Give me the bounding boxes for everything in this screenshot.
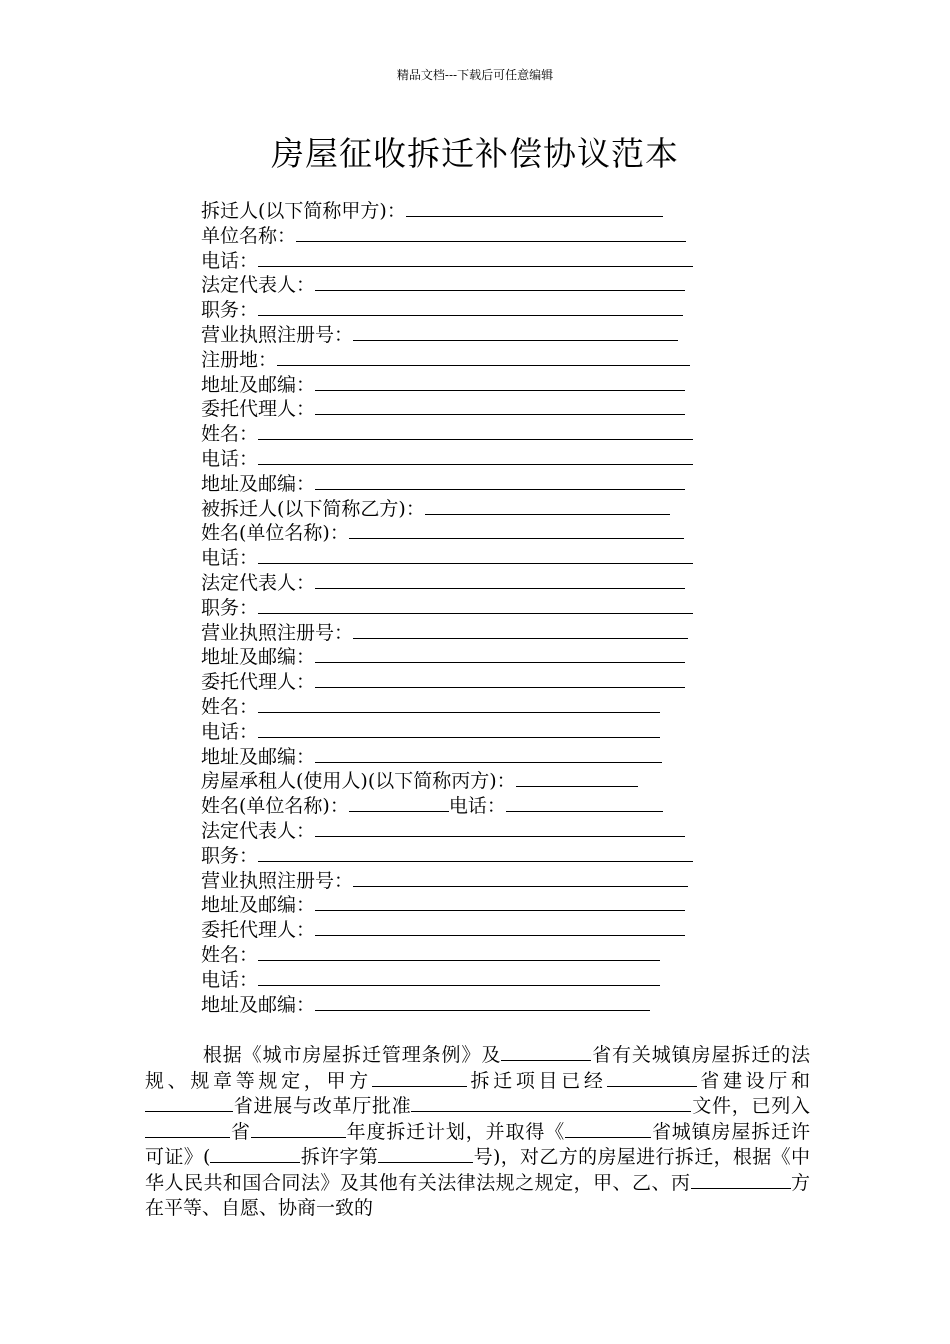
fill-in-line[interactable] bbox=[315, 894, 685, 911]
field-row bbox=[201, 720, 693, 745]
field-label: 电话： bbox=[201, 547, 259, 570]
fill-in-line[interactable] bbox=[315, 473, 685, 490]
field-label: 姓名： bbox=[201, 695, 259, 718]
fill-in-line[interactable] bbox=[349, 795, 449, 812]
field-label: 地址及邮编： bbox=[201, 745, 316, 768]
field-label: 地址及邮编： bbox=[201, 646, 316, 669]
field-label: 营业执照注册号： bbox=[201, 621, 354, 644]
field-row bbox=[201, 199, 693, 224]
field-row bbox=[201, 745, 693, 770]
fill-in-line[interactable] bbox=[353, 870, 688, 887]
field-label: 营业执照注册号： bbox=[201, 869, 354, 892]
field-row bbox=[201, 794, 693, 819]
field-label: 姓名(单位名称)： bbox=[201, 522, 349, 545]
fill-in-line[interactable] bbox=[425, 498, 670, 515]
blank-line[interactable] bbox=[145, 1121, 230, 1138]
agreement-paragraph bbox=[145, 1043, 810, 1222]
fill-in-line[interactable] bbox=[315, 994, 650, 1011]
fill-in-line[interactable] bbox=[258, 299, 683, 316]
para-text: 省建设厅和 bbox=[696, 1069, 810, 1092]
blank-line[interactable] bbox=[210, 1146, 300, 1163]
para-text: 年度拆迁计划，并取得《 bbox=[345, 1120, 566, 1143]
fill-in-line[interactable] bbox=[315, 398, 685, 415]
blank-line[interactable] bbox=[372, 1070, 467, 1087]
field-row bbox=[201, 497, 693, 522]
blank-line[interactable] bbox=[565, 1121, 651, 1138]
para-text: 文件，已列入 bbox=[691, 1095, 810, 1117]
blank-line[interactable] bbox=[411, 1095, 691, 1112]
field-row bbox=[201, 249, 693, 274]
fill-in-line[interactable] bbox=[315, 274, 685, 291]
field-row bbox=[201, 670, 693, 695]
field-label: 姓名： bbox=[201, 943, 259, 966]
fill-in-line[interactable] bbox=[315, 646, 685, 663]
field-label: 法定代表人： bbox=[201, 571, 316, 594]
fill-in-line[interactable] bbox=[315, 746, 662, 763]
field-row bbox=[201, 968, 693, 993]
fill-in-line[interactable] bbox=[315, 671, 685, 688]
fill-in-line[interactable] bbox=[353, 622, 688, 639]
field-row bbox=[201, 447, 693, 472]
field-row bbox=[201, 397, 693, 422]
field-label: 房屋承租人(使用人)(以下简称丙方)： bbox=[201, 770, 516, 793]
field-label: 单位名称： bbox=[201, 224, 297, 247]
field-row bbox=[201, 819, 693, 844]
field-row bbox=[201, 571, 693, 596]
fill-in-line[interactable] bbox=[258, 448, 693, 465]
field-row bbox=[201, 224, 693, 249]
para-text: 省 bbox=[230, 1120, 251, 1143]
field-label: 地址及邮编： bbox=[201, 373, 316, 396]
field-label: 电话： bbox=[448, 795, 506, 818]
field-row bbox=[201, 273, 693, 298]
field-label: 委托代理人： bbox=[201, 919, 316, 942]
field-row bbox=[201, 769, 693, 794]
field-label: 电话： bbox=[201, 249, 259, 272]
fill-in-line[interactable] bbox=[258, 423, 693, 440]
fill-in-line[interactable] bbox=[258, 969, 660, 986]
field-row bbox=[201, 893, 693, 918]
blank-line[interactable] bbox=[145, 1095, 233, 1112]
para-text: 拆迁项目已经 bbox=[466, 1069, 607, 1092]
fill-in-line[interactable] bbox=[349, 522, 684, 539]
field-row bbox=[201, 546, 693, 571]
field-row bbox=[201, 521, 693, 546]
para-text: 号)，对乙方的房屋进行拆迁，根据《中华人民共和国合同法》及其他有关法律法规之规定，甲、乙、丙 bbox=[145, 1146, 810, 1194]
field-row bbox=[201, 844, 693, 869]
field-row bbox=[201, 298, 693, 323]
blank-line[interactable] bbox=[378, 1146, 473, 1163]
field-row bbox=[201, 695, 693, 720]
para-text: 根据《城市房屋拆迁管理条例》及 bbox=[202, 1044, 502, 1066]
para-text: 省城镇房屋拆迁许可证》( bbox=[145, 1120, 810, 1168]
field-label: 法定代表人： bbox=[201, 819, 316, 842]
field-row bbox=[201, 869, 693, 894]
field-row bbox=[201, 918, 693, 943]
fill-in-line[interactable] bbox=[353, 324, 678, 341]
field-label: 注册地： bbox=[201, 348, 278, 371]
field-row bbox=[201, 348, 693, 373]
field-row bbox=[201, 422, 693, 447]
field-label: 职务： bbox=[201, 596, 259, 619]
field-label: 姓名： bbox=[201, 423, 259, 446]
field-label: 电话： bbox=[201, 968, 259, 991]
field-label: 地址及邮编： bbox=[201, 472, 316, 495]
fill-in-line[interactable] bbox=[258, 696, 660, 713]
field-row bbox=[201, 472, 693, 497]
field-row bbox=[201, 943, 693, 968]
fill-in-line[interactable] bbox=[315, 820, 685, 837]
field-row bbox=[201, 621, 693, 646]
field-label: 职务： bbox=[201, 299, 259, 322]
fill-in-line[interactable] bbox=[506, 795, 663, 812]
para-text: 拆许字第 bbox=[300, 1146, 379, 1168]
field-label: 委托代理人： bbox=[201, 671, 316, 694]
page-header: 精品文档---下载后可任意编辑 bbox=[396, 68, 554, 82]
blank-line[interactable] bbox=[501, 1044, 591, 1061]
blank-line[interactable] bbox=[251, 1121, 346, 1138]
fill-in-line[interactable] bbox=[315, 374, 685, 391]
fill-in-line[interactable] bbox=[406, 200, 663, 217]
para-text: 省进展与改革厅批准 bbox=[233, 1095, 412, 1117]
field-label: 电话： bbox=[201, 720, 259, 743]
field-row bbox=[201, 645, 693, 670]
field-label: 电话： bbox=[201, 447, 259, 470]
fill-in-line[interactable] bbox=[258, 547, 693, 564]
field-label: 地址及邮编： bbox=[201, 993, 316, 1016]
field-label: 法定代表人： bbox=[201, 274, 316, 297]
fill-in-line[interactable] bbox=[258, 597, 693, 614]
field-label: 委托代理人： bbox=[201, 398, 316, 421]
field-row bbox=[201, 993, 693, 1018]
field-row bbox=[201, 323, 693, 348]
blank-line[interactable] bbox=[691, 1172, 791, 1189]
fill-in-line[interactable] bbox=[516, 770, 638, 787]
fill-in-line[interactable] bbox=[315, 919, 685, 936]
field-label: 拆迁人(以下简称甲方)： bbox=[201, 200, 406, 222]
field-label: 营业执照注册号： bbox=[201, 323, 354, 346]
field-row bbox=[201, 596, 693, 621]
fill-in-line[interactable] bbox=[258, 944, 660, 961]
para-text: 方在平等、自愿、协商一致的 bbox=[145, 1171, 810, 1219]
field-label: 被拆迁人(以下简称乙方)： bbox=[201, 497, 425, 520]
fill-in-line[interactable] bbox=[258, 721, 660, 738]
fill-in-line[interactable] bbox=[315, 572, 685, 589]
fill-in-line[interactable] bbox=[258, 845, 693, 862]
fill-in-line[interactable] bbox=[277, 349, 690, 366]
field-label: 职务： bbox=[201, 844, 259, 867]
fill-in-line[interactable] bbox=[258, 250, 693, 267]
field-label: 姓名(单位名称)： bbox=[201, 795, 349, 818]
document-title: 房屋征收拆迁补偿协议范本 bbox=[271, 134, 679, 173]
blank-line[interactable] bbox=[607, 1070, 697, 1087]
party-info-fields bbox=[201, 199, 693, 1017]
field-label: 地址及邮编： bbox=[201, 894, 316, 917]
fill-in-line[interactable] bbox=[296, 225, 686, 242]
field-row bbox=[201, 373, 693, 398]
para-text: 省有关城镇房屋拆迁的法规、规章等规定，甲方 bbox=[145, 1044, 810, 1092]
